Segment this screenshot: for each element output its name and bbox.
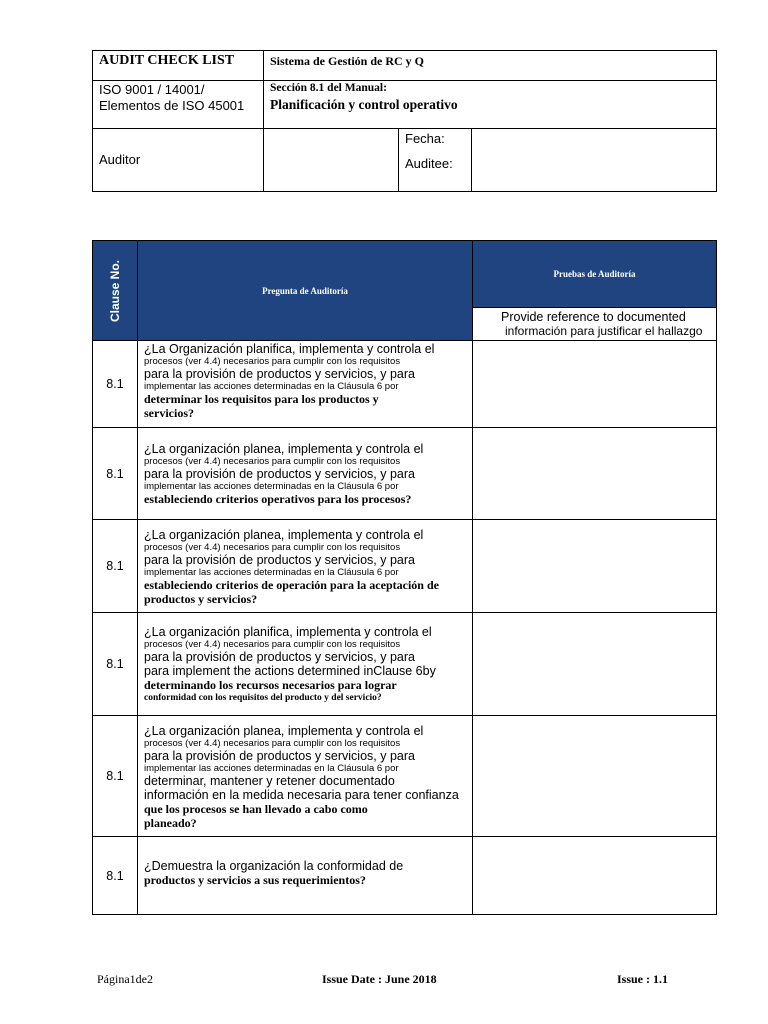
evidence-sub-line-2: información para justificar el hallazgo	[505, 324, 703, 338]
table-row	[93, 520, 717, 613]
evidence-cell[interactable]	[473, 428, 717, 520]
date-auditee-field[interactable]	[472, 129, 717, 192]
question-cell	[138, 837, 473, 915]
question-text: ¿La organización planea, implementa y controla el	[144, 723, 424, 738]
question-text: procesos (ver 4.4) necesarios para cumplir con los requisitos	[144, 737, 401, 749]
question-cell	[138, 613, 473, 716]
issue-number: Issue : 1.1	[617, 972, 669, 986]
question-text: para la provisión de productos y servicios, y para	[144, 748, 415, 763]
question-cell	[138, 520, 473, 613]
auditor-field[interactable]	[264, 129, 399, 192]
question-text: ¿La Organización planifica, implementa y controla el	[144, 342, 435, 356]
question-text: estableciendo criterios de operación para la aceptación de	[144, 577, 439, 592]
question-text: para la provisión de productos y servicios, y para	[144, 650, 415, 664]
header-table	[92, 50, 717, 192]
section-title: Planificación y control operativo	[270, 97, 458, 112]
question-text: procesos (ver 4.4) necesarios para cumplir con los requisitos	[144, 639, 401, 650]
question-text: procesos (ver 4.4) necesarios para cumplir con los requisitos	[144, 541, 401, 553]
question-text: determinar los requisitos para los productos y	[144, 392, 379, 406]
audit-table	[92, 240, 717, 915]
question-text: procesos (ver 4.4) necesarios para cumplir con los requisitos	[144, 456, 401, 467]
clause-number: 8.1	[93, 837, 138, 915]
question-text: para la provisión de productos y servicios, y para	[144, 367, 415, 381]
auditor-label: Auditor	[99, 152, 141, 167]
issue-date: Issue Date : June 2018	[322, 972, 437, 986]
evidence-cell[interactable]	[473, 613, 717, 716]
question-text: que los procesos se han llevado a cabo como	[144, 801, 368, 816]
question-text: implementar las acciones determinadas en la Cláusula 6 por	[144, 381, 399, 392]
question-text: conformidad con los requisitos del producto y del servicio?	[144, 693, 382, 703]
question-text: ¿La organización planea, implementa y controla el	[144, 527, 424, 542]
page-number: Página1de2	[97, 972, 153, 986]
clause-number: 8.1	[93, 520, 138, 613]
evidence-cell[interactable]	[473, 341, 717, 428]
question-text: productos y servicios?	[144, 591, 258, 606]
evidence-subheader	[473, 308, 717, 341]
question-text: procesos (ver 4.4) necesarios para cumplir con los requisitos	[144, 356, 401, 367]
question-text: estableciendo criterios operativos para los procesos?	[144, 492, 412, 506]
evidence-sub-line-1: Provide reference to documented	[501, 310, 686, 324]
question-text: determinar, mantener y retener documentado	[144, 773, 395, 788]
question-text: implementar las acciones determinadas en la Cláusula 6 por	[144, 762, 399, 774]
evidence-cell[interactable]	[473, 837, 717, 915]
question-text: planeado?	[144, 815, 197, 830]
question-text: ¿Demuestra la organización la conformidad de	[144, 859, 404, 873]
system-name: Sistema de Gestión de RC y Q	[270, 54, 424, 68]
question-text: ¿La organización planifica, implementa y controla el	[144, 625, 432, 639]
table-row	[93, 613, 717, 716]
question-text: ¿La organización planea, implementa y controla el	[144, 442, 424, 456]
question-text: servicios?	[144, 406, 194, 420]
question-text: determinando los recursos necesarios para lograr	[144, 678, 397, 692]
question-text: para la provisión de productos y servicios, y para	[144, 552, 415, 567]
question-cell	[138, 428, 473, 520]
clause-number: 8.1	[93, 613, 138, 716]
question-text: para implement the actions determined inClause 6by	[144, 664, 436, 678]
iso-line-1: ISO 9001 / 14001/	[99, 82, 205, 97]
clause-header	[93, 241, 138, 341]
table-row	[93, 341, 717, 428]
evidence-cell[interactable]	[473, 716, 717, 837]
auditee-label: Auditee:	[405, 156, 453, 171]
question-text: productos y servicios a sus requerimientos?	[144, 873, 366, 887]
question-text: implementar las acciones determinadas en la Cláusula 6 por	[144, 481, 399, 492]
table-row	[93, 716, 717, 837]
doc-title: AUDIT CHECK LIST	[99, 53, 235, 68]
evidence-cell[interactable]	[473, 520, 717, 613]
question-cell	[138, 716, 473, 837]
clause-number: 8.1	[93, 716, 138, 837]
table-row	[93, 428, 717, 520]
question-text: implementar las acciones determinadas en la Cláusula 6 por	[144, 566, 399, 578]
iso-line-2: Elementos de ISO 45001	[99, 98, 245, 113]
question-header: Pregunta de Auditoría	[138, 241, 473, 341]
clause-number: 8.1	[93, 428, 138, 520]
clause-number: 8.1	[93, 341, 138, 428]
question-text: para la provisión de productos y servicios, y para	[144, 467, 415, 481]
evidence-header: Pruebas de Auditoría	[473, 241, 717, 308]
clause-header-label: Clause No.	[108, 259, 122, 322]
question-text: información en la medida necesaria para tener confianza	[144, 787, 459, 802]
section-label: Sección 8.1 del Manual:	[270, 82, 387, 94]
table-row	[93, 837, 717, 915]
question-cell	[138, 341, 473, 428]
fecha-label: Fecha:	[405, 131, 445, 146]
